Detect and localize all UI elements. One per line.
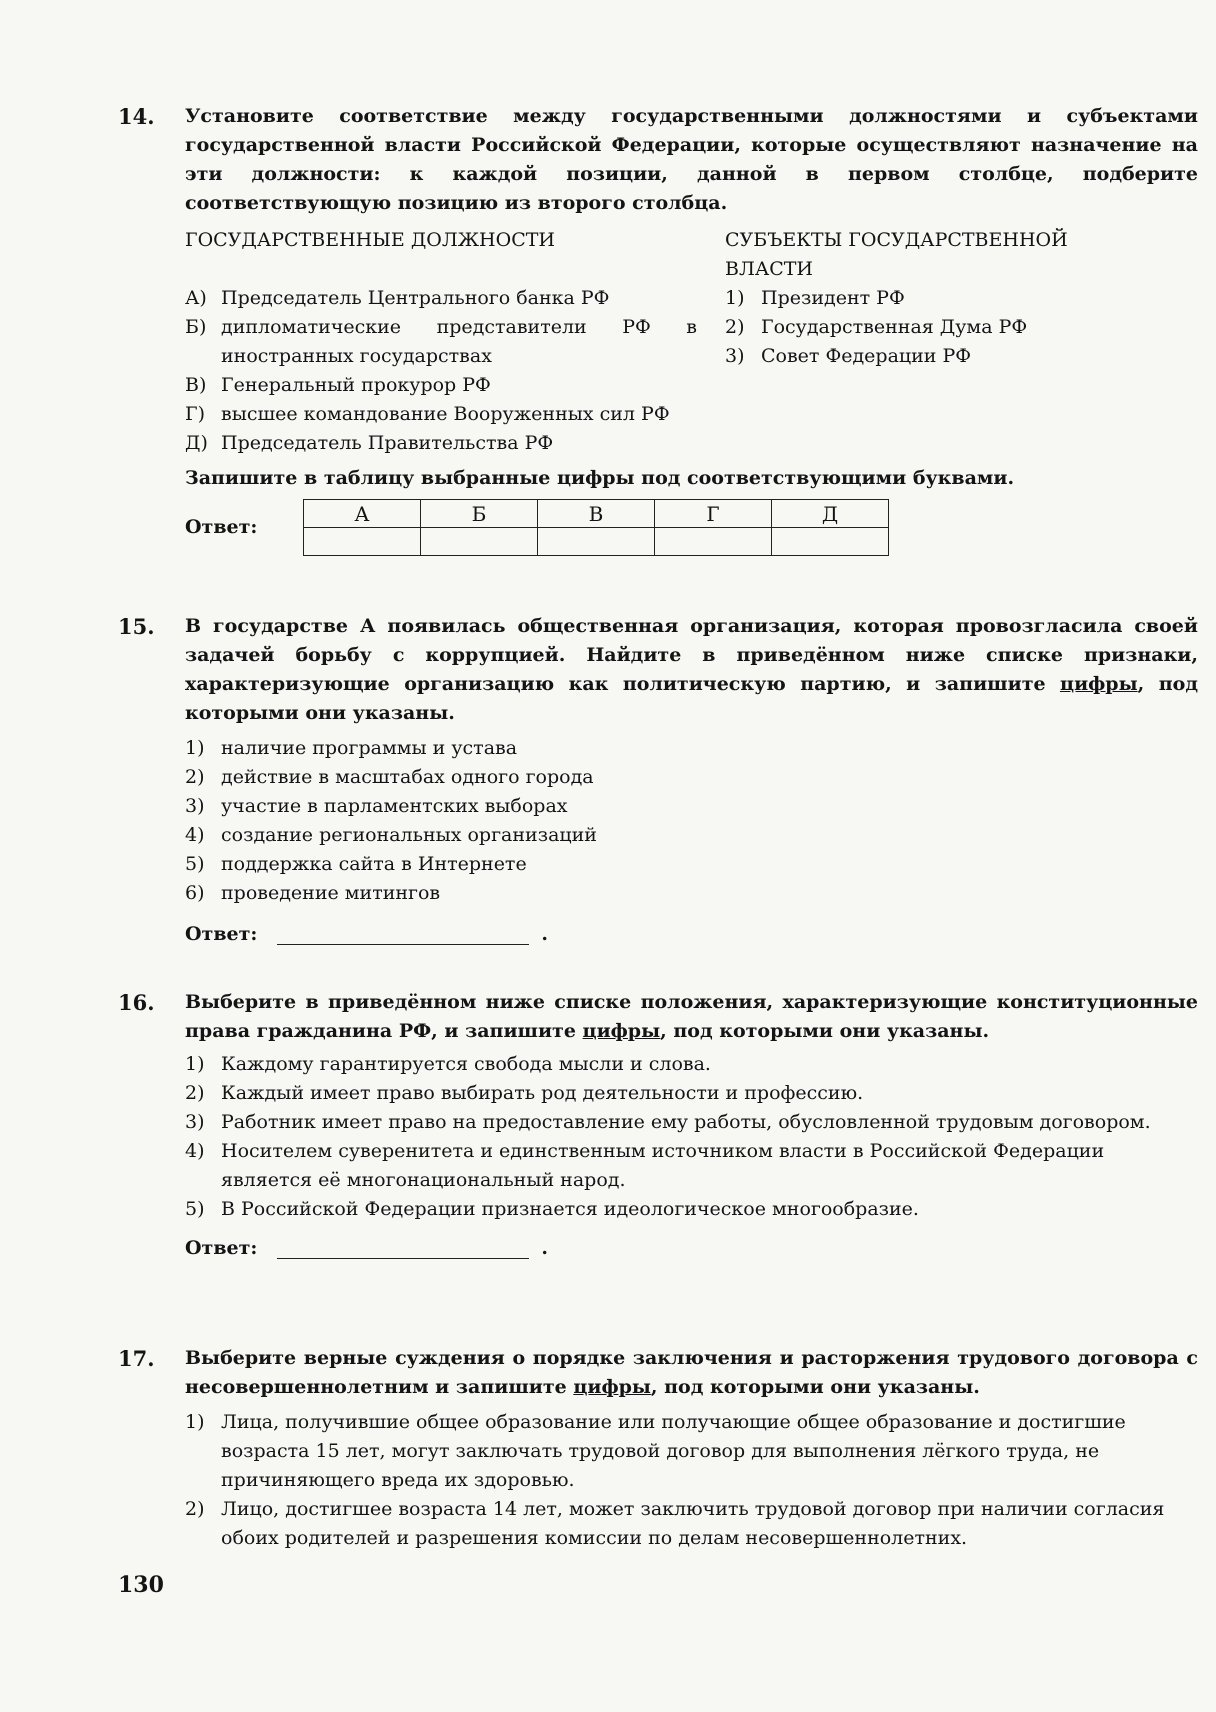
answer-table <box>303 499 889 556</box>
question-number: 14. <box>118 104 155 129</box>
subject-item: 2) Государственная Дума РФ <box>725 316 1028 338</box>
answer-cell-b[interactable] <box>421 528 538 556</box>
answer-table-header: В <box>538 500 655 528</box>
position-item: Б) дипломатические представители РФ в иностранных государствах <box>185 316 697 367</box>
question-number: 15. <box>118 614 155 639</box>
question-text: В государстве А появилась общественная организация, которая провозгласила своей задачей борьбу с коррупцией. Найдите в приведённом ниже списке признаки, характеризующие организацию как политическую партию, и запишите цифры, под которыми они указаны. <box>185 615 1198 724</box>
instruction: Запишите в таблицу выбранные цифры под соответствующими буквами. <box>185 467 1015 489</box>
position-item: Д) Председатель Правительства РФ <box>185 432 554 454</box>
list-item: 3) участие в парламентских выборах <box>185 795 568 817</box>
list-item: 4) Носителем суверенитета и единственным источником власти в Российской Федерации является её многонациональный народ. <box>185 1140 1105 1191</box>
list-item: 3) Работник имеет право на предоставление ему работы, обусловленной трудовым договором. <box>185 1111 1151 1133</box>
positions-header: ГОСУДАРСТВЕННЫЕ ДОЛЖНОСТИ <box>185 229 555 251</box>
position-item: А) Председатель Центрального банка РФ <box>185 287 610 309</box>
list-item: 1) Каждому гарантируется свобода мысли и слова. <box>185 1053 711 1075</box>
options-list <box>185 1408 1198 1553</box>
list-item: 1) наличие программы и устава <box>185 737 518 759</box>
list-item: 6) проведение митингов <box>185 882 441 904</box>
answer-row: Ответ: . <box>185 922 549 945</box>
answer-field[interactable] <box>277 922 529 945</box>
subject-item: 3) Совет Федерации РФ <box>725 345 972 367</box>
answer-field[interactable] <box>277 1236 529 1259</box>
answer-row: Ответ: . <box>185 1236 549 1259</box>
question-text: Установите соответствие между государственными должностями и субъектами государственной власти Российской Федерации, которые осуществляют назначение на эти должности: к каждой позиции, данной в первом столбце, подберите соответствующую позицию из второго столбца. <box>185 105 1198 214</box>
subjects-header: СУБЪЕКТЫ ГОСУДАРСТВЕННОЙ ВЛАСТИ <box>725 229 1068 280</box>
list-item: 5) поддержка сайта в Интернете <box>185 853 527 875</box>
position-item: Г) высшее командование Вооруженных сил РФ <box>185 403 670 425</box>
answer-table-header: Б <box>421 500 538 528</box>
answer-cell-v[interactable] <box>538 528 655 556</box>
answer-table-header: Д <box>772 500 889 528</box>
answer-table-header: А <box>304 500 421 528</box>
answer-label: Ответ: <box>185 922 258 945</box>
list-item: 4) создание региональных организаций <box>185 824 597 846</box>
question-text: Выберите в приведённом ниже списке положения, характеризующие конституционные права гражданина РФ, и запишите цифры, под которыми они указаны. <box>185 991 1198 1042</box>
answer-cell-g[interactable] <box>655 528 772 556</box>
answer-label: Ответ: <box>185 516 258 538</box>
list-item: 2) Каждый имеет право выбирать род деятельности и профессию. <box>185 1082 864 1104</box>
list-item: 2) Лицо, достигшее возраста 14 лет, может заключить трудовой договор при наличии согласия обоих родителей и разрешения комиссии по делам несовершеннолетних. <box>185 1498 1165 1549</box>
subjects-column <box>725 226 1145 458</box>
list-item: 5) В Российской Федерации признается идеологическое многообразие. <box>185 1198 919 1220</box>
matching-columns <box>185 226 1198 458</box>
question-text: Выберите верные суждения о порядке заключения и расторжения трудового договора с несовершеннолетним и запишите цифры, под которыми они указаны. <box>185 1347 1198 1398</box>
list-item: 1) Лица, получившие общее образование или получающие общее образование и достигшие возраста 15 лет, могут заключать трудовой договор для выполнения лёгкого труда, не причиняющего вреда их здоровью. <box>185 1411 1126 1491</box>
answer-cell-a[interactable] <box>304 528 421 556</box>
options-list <box>185 1050 1198 1224</box>
options-list <box>185 734 1198 908</box>
page-number: 130 <box>118 1572 164 1598</box>
question-number: 16. <box>118 990 155 1015</box>
position-item: В) Генеральный прокурор РФ <box>185 374 491 396</box>
positions-column <box>185 226 725 458</box>
subject-item: 1) Президент РФ <box>725 287 905 309</box>
list-item: 2) действие в масштабах одного города <box>185 766 594 788</box>
answer-cell-d[interactable] <box>772 528 889 556</box>
answer-label: Ответ: <box>185 1236 258 1259</box>
answer-table-header: Г <box>655 500 772 528</box>
question-number: 17. <box>118 1346 155 1371</box>
